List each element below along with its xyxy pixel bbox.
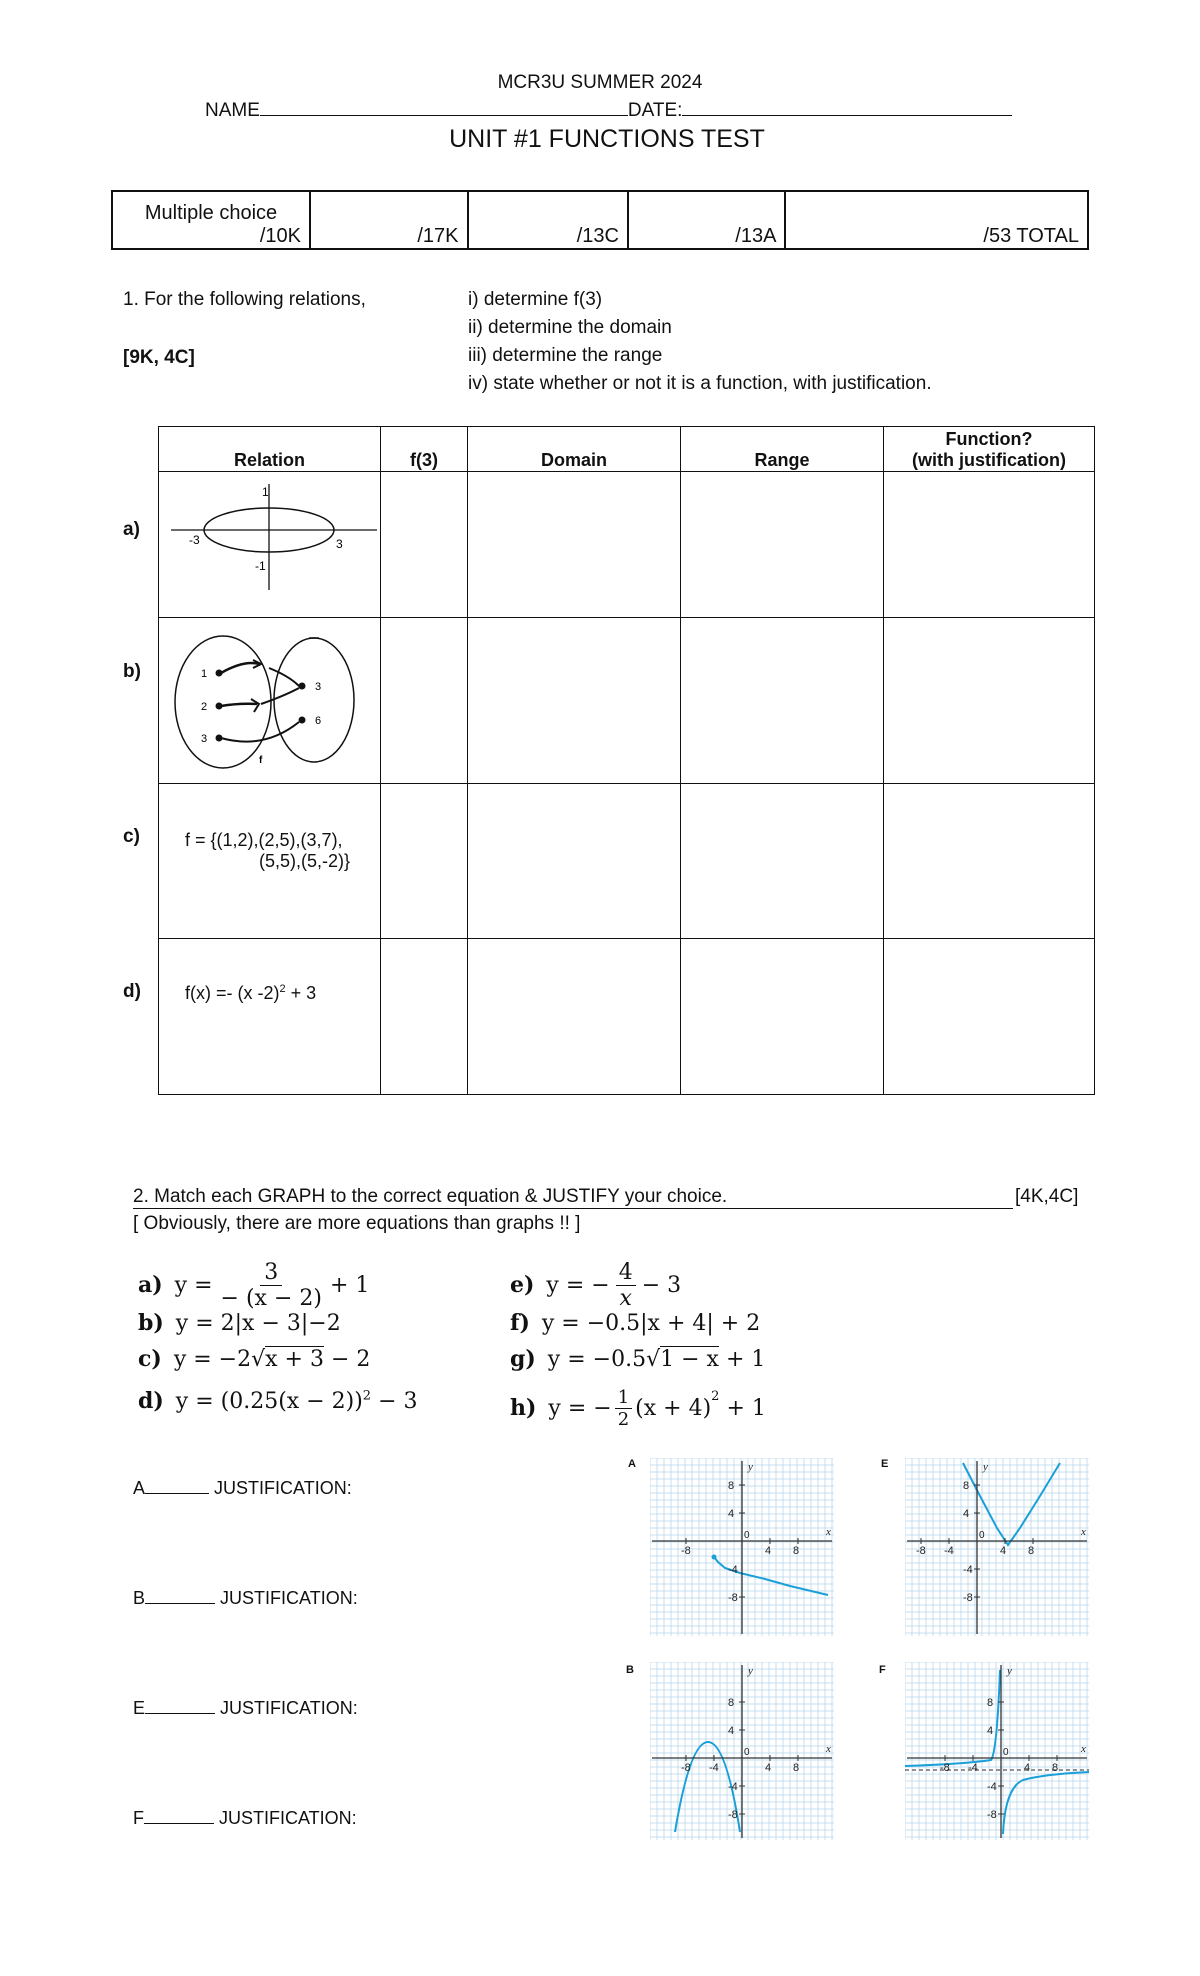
x-tick-label: -8	[940, 1762, 950, 1774]
y-axis-label: y	[748, 1461, 753, 1473]
x-tick-label: -4	[944, 1545, 954, 1557]
answer-blank[interactable]	[145, 1713, 215, 1714]
answer-cell[interactable]	[681, 472, 884, 618]
y-tick-label: 4	[963, 1508, 970, 1520]
answer-cell[interactable]	[381, 939, 468, 1095]
set-line-1: f = {(1,2),(2,5),(3,7),	[185, 830, 343, 850]
eq-text: y =	[174, 1272, 213, 1298]
equation-a	[138, 1254, 369, 1316]
y-tick-label: -4	[963, 1564, 973, 1576]
eq-label: h)	[510, 1395, 537, 1421]
justification-a	[133, 1478, 352, 1499]
equation-d-exponent: 2	[279, 983, 286, 995]
eq-text: − 3	[378, 1389, 418, 1414]
just-label: JUSTIFICATION:	[220, 1588, 358, 1608]
x-tick-label: -4	[709, 1762, 719, 1774]
col-function-subtitle: (with justification)	[912, 450, 1066, 470]
answer-cell[interactable]	[381, 618, 468, 784]
justification-e	[133, 1698, 358, 1719]
answer-cell[interactable]	[468, 784, 681, 939]
x-axis-label: x	[826, 1743, 831, 1755]
eq-denominator: 2	[617, 1408, 630, 1430]
just-letter: A	[133, 1478, 146, 1498]
q2-note: [ Obviously, there are more equations than graphs !! ]	[133, 1213, 581, 1234]
y-tick-label: -4	[728, 1564, 738, 1576]
x-tick-label: -8	[681, 1545, 691, 1557]
row-label-d: d)	[123, 981, 141, 1002]
eq-fraction	[616, 1260, 636, 1311]
graph-grid	[905, 1458, 1089, 1636]
graph-f	[905, 1662, 1089, 1840]
justification-f	[133, 1808, 357, 1829]
domain-3: 3	[201, 733, 208, 745]
answer-blank[interactable]	[145, 1603, 215, 1604]
x-tick-label: 4	[765, 1762, 772, 1774]
y-tick-label: 4	[728, 1508, 735, 1520]
origin-label: 0	[1003, 1747, 1009, 1758]
eq-label: b)	[138, 1310, 164, 1336]
y-tick-label: -8	[963, 1592, 973, 1604]
domain-1: 1	[201, 668, 208, 680]
col-relation: Relation	[159, 427, 381, 472]
graph-label-f: F	[879, 1664, 886, 1676]
y-tick-label: 8	[728, 1697, 735, 1709]
eq-label: e)	[510, 1272, 535, 1298]
eq-text: + 1	[329, 1272, 370, 1298]
x-axis-label: x	[1081, 1743, 1086, 1755]
col-f3: f(3)	[381, 427, 468, 472]
just-letter: B	[133, 1588, 146, 1608]
just-label: JUSTIFICATION:	[219, 1808, 357, 1828]
equation-d-main: f(x) =- (x -2)	[185, 983, 280, 1003]
q1-prompt: 1. For the following relations,	[123, 289, 366, 310]
eq-label: a)	[138, 1272, 163, 1298]
q1-task: iv) state whether or not it is a function, with justification.	[468, 373, 932, 394]
eq-text: y = 2|x − 3|−2	[175, 1311, 341, 1336]
eq-denominator: − (x − 2)	[220, 1285, 322, 1311]
q2-prompt: 2. Match each GRAPH to the correct equation & JUSTIFY your choice.	[133, 1186, 728, 1207]
origin-label: 0	[744, 1530, 750, 1541]
q1-task: i) determine f(3)	[468, 289, 603, 310]
y-tick-label: -8	[987, 1809, 997, 1821]
graph-a	[650, 1458, 834, 1636]
relation-b-mapping	[159, 618, 381, 784]
range-3: 3	[315, 681, 322, 693]
eq-label: f)	[510, 1310, 530, 1336]
answer-cell[interactable]	[884, 472, 1095, 618]
graph-axes	[907, 1665, 1087, 1838]
marks-cell-mc	[112, 191, 310, 249]
just-letter: E	[133, 1698, 146, 1718]
answer-cell[interactable]	[884, 618, 1095, 784]
equation-d	[138, 1388, 418, 1414]
row-label-b: b)	[123, 661, 141, 682]
graph-e	[905, 1458, 1089, 1636]
course-title: MCR3U SUMMER 2024	[497, 72, 703, 93]
col-domain: Domain	[468, 427, 681, 472]
graph-label-a: A	[628, 1458, 636, 1470]
date-label: DATE:	[627, 100, 683, 121]
y-axis-label: y	[1007, 1665, 1012, 1677]
x-tick-label: -4	[968, 1762, 978, 1774]
eq-text: y = (0.25(x − 2))	[175, 1389, 363, 1414]
x-tick-label: 4	[1024, 1762, 1031, 1774]
q2-marks: [4K,4C]	[1015, 1186, 1079, 1207]
sqrt-symbol: √	[646, 1347, 661, 1372]
relation-d-equation	[159, 939, 381, 1095]
just-letter: F	[133, 1808, 144, 1828]
eq-exponent: 2	[711, 1389, 720, 1404]
marks-summary-table	[111, 190, 1089, 250]
x-tick-label: 8	[1052, 1762, 1059, 1774]
x-tick-label: 4	[1000, 1545, 1007, 1557]
col-function-title: Function?	[945, 429, 1033, 449]
set-line-2: (5,5),(5,-2)}	[259, 851, 351, 871]
eq-exponent: 2	[362, 1388, 372, 1404]
eq-text: + 1	[725, 1347, 766, 1372]
graph-label-e: E	[881, 1458, 889, 1470]
just-label: JUSTIFICATION:	[214, 1478, 352, 1498]
eq-label: g)	[510, 1346, 536, 1372]
eq-radicand: x + 3	[265, 1347, 324, 1372]
q2-prompt-line	[133, 1186, 1013, 1209]
eq-numerator: 1	[615, 1387, 632, 1409]
test-title: UNIT #1 FUNCTIONS TEST	[449, 125, 765, 153]
answer-cell[interactable]	[681, 784, 884, 939]
ellipse-graph	[159, 472, 380, 612]
x-tick-label: 8	[793, 1762, 800, 1774]
x-axis-label: x	[826, 1526, 831, 1538]
name-label: NAME	[205, 100, 260, 121]
marks-cell-score: /10K	[259, 225, 301, 247]
graph-b	[650, 1662, 834, 1840]
col-function	[884, 427, 1095, 472]
graph-label-b: B	[626, 1664, 634, 1676]
answer-cell[interactable]	[681, 939, 884, 1095]
eq-text: − 3	[641, 1272, 682, 1298]
eq-denominator: x	[619, 1285, 632, 1311]
eq-text: − 2	[330, 1347, 371, 1372]
x-tick-label: -8	[916, 1545, 926, 1557]
relation-row-b	[159, 618, 1095, 784]
y-tick-label: -8	[728, 1592, 738, 1604]
y-tick-label: -4	[728, 1781, 738, 1793]
graph-axes	[652, 1461, 832, 1634]
answer-cell[interactable]	[468, 618, 681, 784]
eq-text: (x + 4)	[635, 1395, 712, 1421]
relations-table	[158, 426, 1095, 1095]
answer-cell[interactable]	[468, 472, 681, 618]
equation-g	[510, 1346, 765, 1372]
equation-h	[510, 1377, 766, 1439]
justification-b	[133, 1588, 358, 1609]
marks-cell-label: Multiple choice	[144, 202, 278, 224]
equation-d-tail: + 3	[285, 983, 317, 1003]
relation-row-c	[159, 784, 1095, 939]
answer-cell[interactable]	[468, 939, 681, 1095]
answer-blank[interactable]	[145, 1493, 209, 1494]
x-tick-label: -8	[681, 1762, 691, 1774]
answer-cell[interactable]	[681, 618, 884, 784]
equation-e	[510, 1254, 681, 1316]
ellipse-label-top: 1	[262, 485, 269, 499]
domain-2: 2	[201, 701, 208, 713]
y-axis-label: y	[983, 1461, 988, 1473]
col-range: Range	[681, 427, 884, 472]
equation-f	[510, 1310, 760, 1336]
graph-grid	[905, 1662, 1089, 1840]
name-blank[interactable]	[260, 97, 628, 116]
answer-cell[interactable]	[381, 784, 468, 939]
mapping-diagram	[159, 618, 380, 778]
eq-fraction	[221, 1260, 322, 1311]
eq-text: y = −	[546, 1272, 610, 1298]
row-label-a: a)	[123, 519, 140, 540]
q1-marks: [9K, 4C]	[123, 347, 195, 368]
marks-cell-c: /13C	[468, 191, 628, 249]
q1-task: iii) determine the range	[468, 345, 663, 366]
eq-text: y = −0.5|x + 4| + 2	[541, 1311, 761, 1336]
origin-label: 0	[744, 1747, 750, 1758]
y-tick-label: -8	[728, 1809, 738, 1821]
y-tick-label: 8	[963, 1480, 970, 1492]
eq-radicand: 1 − x	[660, 1347, 719, 1372]
ellipse-label-right: 3	[336, 537, 343, 551]
answer-cell[interactable]	[884, 784, 1095, 939]
eq-label: c)	[138, 1346, 162, 1372]
marks-cell-a: /13A	[628, 191, 786, 249]
ellipse-label-left: -3	[189, 533, 200, 547]
mapping-name: f	[259, 755, 263, 766]
origin-label: 0	[979, 1530, 985, 1541]
eq-text: y = −2	[173, 1347, 252, 1372]
eq-numerator: 4	[616, 1260, 636, 1286]
y-tick-label: 4	[728, 1725, 735, 1737]
equation-b	[138, 1310, 341, 1336]
q1-task: ii) determine the domain	[468, 317, 672, 338]
x-tick-label: 8	[793, 1545, 800, 1557]
x-tick-label: 4	[765, 1545, 772, 1557]
y-tick-label: 8	[987, 1697, 994, 1709]
sqrt-symbol: √	[251, 1347, 266, 1372]
date-blank[interactable]	[682, 97, 1012, 116]
relation-row-a	[159, 472, 1095, 618]
ellipse-label-bottom: -1	[255, 559, 266, 573]
row-label-c: c)	[123, 826, 140, 847]
marks-cell-k: /17K	[310, 191, 468, 249]
y-tick-label: 8	[728, 1480, 735, 1492]
relation-a-graph	[159, 472, 381, 618]
eq-fraction	[615, 1387, 632, 1430]
name-date-line	[205, 97, 1012, 122]
x-tick-label: 8	[1028, 1545, 1035, 1557]
eq-label: d)	[138, 1388, 164, 1414]
eq-text: + 1	[726, 1395, 766, 1421]
answer-cell[interactable]	[381, 472, 468, 618]
marks-cell-total: /53 TOTAL	[785, 191, 1088, 249]
answer-cell[interactable]	[884, 939, 1095, 1095]
y-tick-label: 4	[987, 1725, 994, 1737]
y-axis-label: y	[748, 1665, 753, 1677]
relation-c-set	[159, 784, 381, 939]
relation-row-d	[159, 939, 1095, 1095]
graph-axes	[907, 1461, 1087, 1634]
just-label: JUSTIFICATION:	[220, 1698, 358, 1718]
y-tick-label: -4	[987, 1781, 997, 1793]
eq-text: y = −	[548, 1395, 612, 1421]
q1-tasks	[468, 286, 932, 398]
range-6: 6	[315, 715, 322, 727]
answer-blank[interactable]	[144, 1823, 214, 1824]
eq-numerator: 3	[260, 1260, 282, 1286]
x-axis-label: x	[1081, 1526, 1086, 1538]
graph-endpoint	[712, 1555, 717, 1560]
equation-c	[138, 1346, 370, 1372]
eq-text: y = −0.5	[547, 1347, 647, 1372]
